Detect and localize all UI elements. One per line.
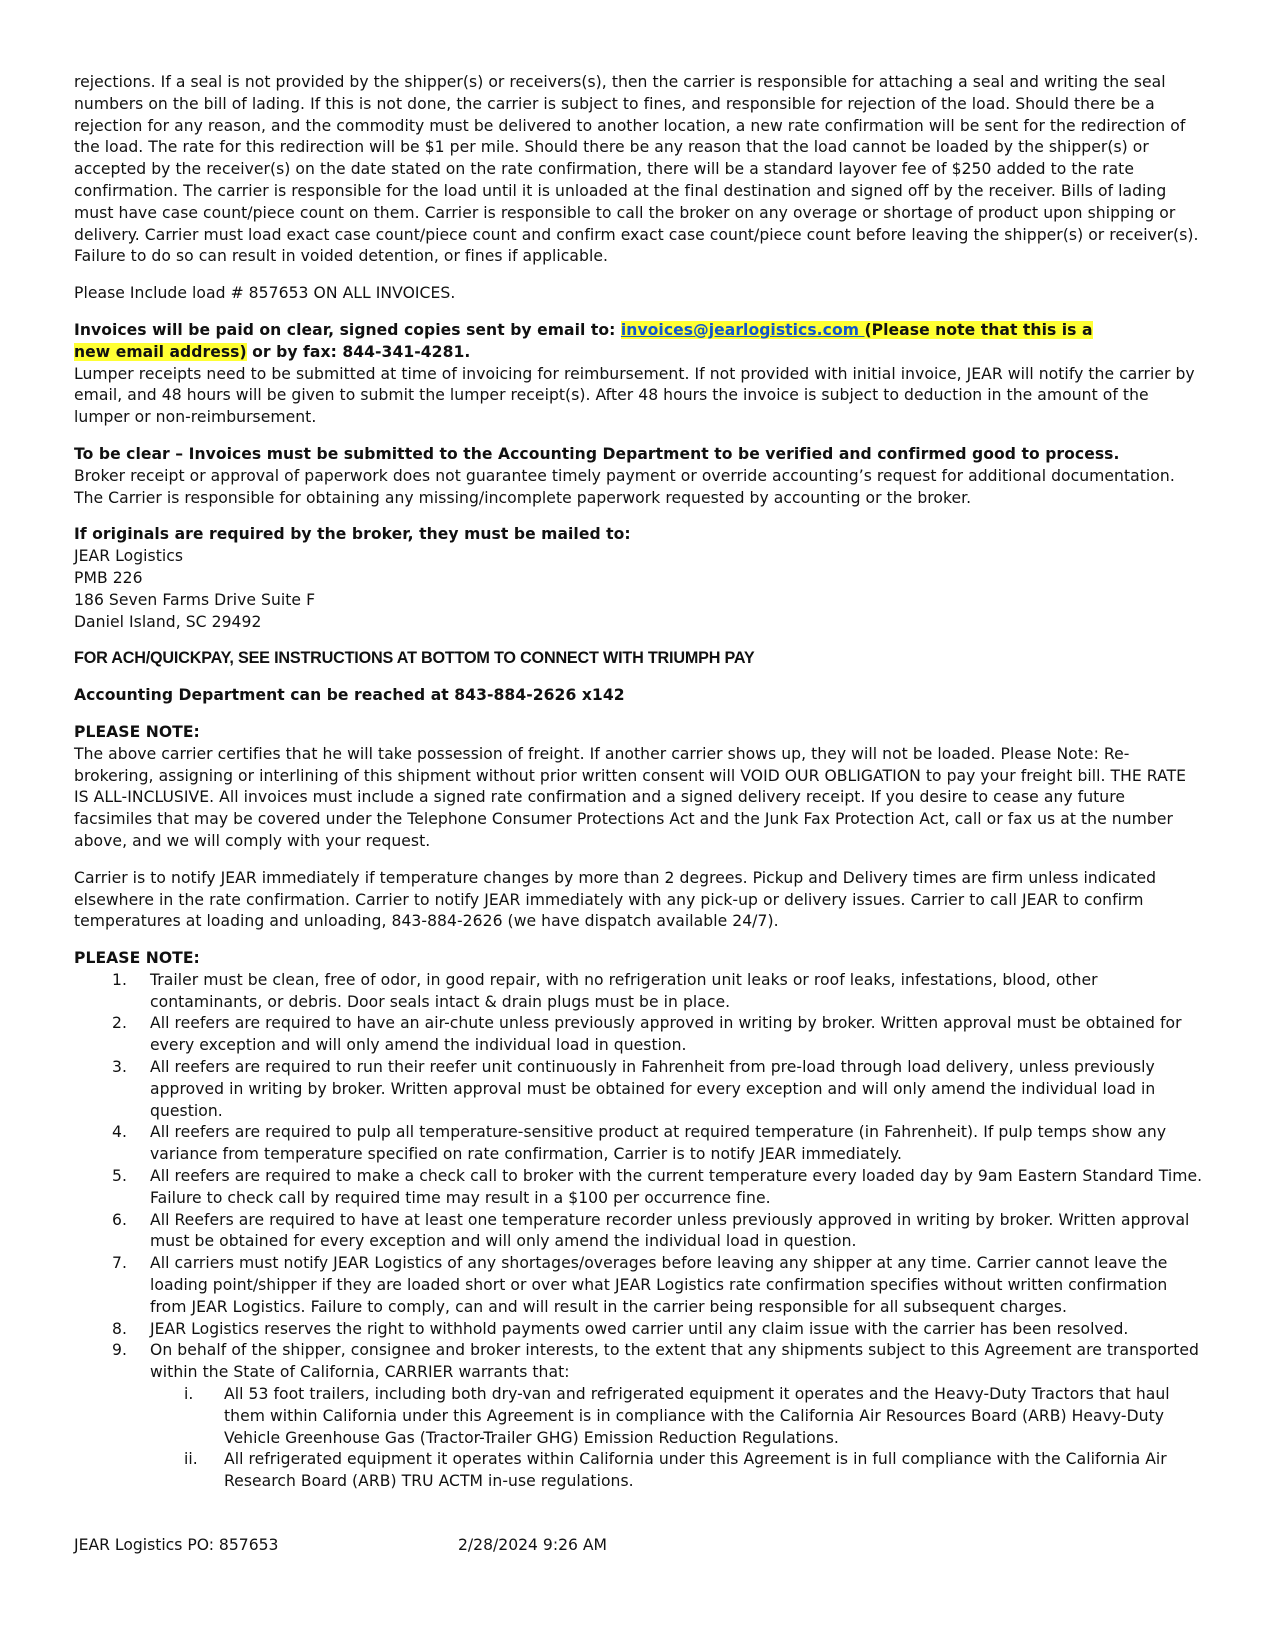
- load-number-note: Please Include load # 857653 ON ALL INVOICES.: [74, 284, 456, 303]
- please-note-heading: PLEASE NOTE:: [74, 722, 200, 741]
- please-note-body: The above carrier certifies that he will take possession of freight. If another carrier shows up, they will not be loaded. Please Note: Re-brokering, assigning or interlining of this shipment without prior written consent will VOID OUR OBLIGATION to pay your freight bill. THE RATE IS ALL-INCLUSIVE. All invoices must include a signed rate confirmation and a signed delivery receipt. If you desire to cease any future facsimiles that may be covered under the Telephone Consumer Protections Act and the Junk Fax Protection Act, call or fax us at the number above, and we will comply with your request.: [74, 744, 1187, 850]
- sublist-item: [74, 1449, 1204, 1493]
- sublist-item-text: All 53 foot trailers, including both dry-van and refrigerated equipment it operates and the Heavy-Duty Tractors that haul them within California under this Agreement is in compliance with the California Air Resources Board (ARB) Heavy-Duty Vehicle Greenhouse Gas (Tractor-Trailer GHG) Emission Reduction Regulations.: [224, 1385, 1170, 1447]
- list-item-text: All Reefers are required to have at least one temperature recorder unless previously approved in writing by broker. Written approval must be obtained for every exception and will only amend the individual load in question.: [150, 1210, 1190, 1251]
- footer-po-number: JEAR Logistics PO: 857653: [74, 1536, 279, 1554]
- list-number: 2.: [112, 1014, 127, 1033]
- list-item: [74, 1253, 1204, 1318]
- list-number: 5.: [112, 1167, 127, 1186]
- list-number: 4.: [112, 1123, 127, 1142]
- sublist-number: ii.: [184, 1450, 198, 1469]
- list-number: 9.: [112, 1341, 127, 1360]
- list-item-text: On behalf of the shipper, consignee and broker interests, to the extent that any shipments subject to this Agreement are transported within the State of California, CARRIER warrants that:: [150, 1341, 1199, 1382]
- list-number: 6.: [112, 1210, 127, 1229]
- please-note-heading: PLEASE NOTE:: [74, 949, 200, 968]
- ach-heading: FOR ACH/QUICKPAY, SEE INSTRUCTIONS AT BOTTOM TO CONNECT WITH TRIUMPH PAY: [74, 649, 755, 668]
- requirements-list: [74, 970, 1204, 1493]
- invoices-lead: Invoices will be paid on clear, signed copies sent by email to:: [74, 320, 621, 339]
- address-line: JEAR Logistics: [74, 547, 184, 566]
- list-item-text: Trailer must be clean, free of odor, in good repair, with no refrigeration unit leaks or roof leaks, infestations, blood, other contaminants, or debris. Door seals intact & drain plugs must be in place.: [150, 970, 1098, 1011]
- originals-heading: If originals are required by the broker, they must be mailed to:: [74, 525, 631, 544]
- accounting-contact: Accounting Department can be reached at 843-884-2626 x142: [74, 686, 625, 705]
- list-item: [74, 1319, 1204, 1341]
- temperature-paragraph: Carrier is to notify JEAR immediately if temperature changes by more than 2 degrees. Pickup and Delivery times are firm unless indicated elsewhere in the rate confirmation. Carrier to notify JEAR immediately with any pick-up or delivery issues. Carrier to call JEAR to confirm temperatures at loading and unloading, 843-884-2626 (we have dispatch available 24/7).: [74, 868, 1157, 931]
- list-number: 3.: [112, 1058, 127, 1077]
- list-item-text: All reefers are required to make a check call to broker with the current temperature every loaded day by 9am Eastern Standard Time. Failure to check call by required time may result in a $100 per occurrence fine.: [150, 1167, 1203, 1207]
- new-email-note-part2: new email address): [74, 342, 247, 361]
- address-line: 186 Seven Farms Drive Suite F: [74, 590, 316, 609]
- list-item: [74, 970, 1204, 1014]
- address-line: PMB 226: [74, 568, 143, 587]
- address-line: Daniel Island, SC 29492: [74, 612, 262, 631]
- clear-heading: To be clear – Invoices must be submitted to the Accounting Department to be verified and confirmed good to process.: [74, 444, 1120, 463]
- list-item-text: All carriers must notify JEAR Logistics of any shortages/overages before leaving any shipper at any time. Carrier cannot leave the loading point/shipper if they are loaded short or over what JEAR Logistics rate confirmation specifies without written confirmation from JEAR Logistics. Failure to comply, can and will result in the carrier being responsible for all subsequent charges.: [150, 1254, 1168, 1316]
- list-item-text: All reefers are required to have an air-chute unless previously approved in writing by broker. Written approval must be obtained for every exception and will only amend the individual load in question.: [150, 1014, 1182, 1055]
- list-item: [74, 1340, 1204, 1493]
- invoices-fax: or by fax: 844-341-4281.: [246, 342, 471, 361]
- invoices-highlight: [621, 321, 1093, 339]
- intro-paragraph: rejections. If a seal is not provided by the shipper(s) or receivers(s), then the carrier is responsible for attaching a seal and writing the seal numbers on the bill of lading. If this is not done, the carrier is subject to fines, and responsible for rejection of the load. Should there be a rejection for any reason, and the commodity must be delivered to another location, a new rate confirmation will be sent for the redirection of the load. The rate for this redirection will be $1 per mile. Should there be any reason that the load cannot be loaded by the shipper(s) or accepted by the receiver(s) on the date stated on the rate confirmation, there will be a standard layover fee of $250 added to the rate confirmation. The carrier is responsible for the load until it is unloaded at the final destination and signed off by the receiver. Bills of lading must have case count/piece count on them. Carrier is responsible to call the broker on any overage or shortage of product upon shipping or delivery. Carrier must load exact case count/piece count and confirm exact case count/piece count before leaving the shipper(s) or receiver(s). Failure to do so can result in voided detention, or fines if applicable.: [74, 73, 1199, 266]
- new-email-note-part1: (Please note that this is a: [864, 320, 1093, 339]
- list-item: [74, 1166, 1204, 1210]
- list-item: [74, 1057, 1204, 1122]
- invoices-email-link[interactable]: invoices@jearlogistics.com: [620, 320, 865, 339]
- list-item: [74, 1210, 1204, 1254]
- footer-timestamp: 2/28/2024 9:26 AM: [458, 1536, 608, 1554]
- document-page: [74, 72, 1204, 1493]
- list-number: 1.: [112, 970, 127, 989]
- clear-body: Broker receipt or approval of paperwork does not guarantee timely payment or override accounting’s request for additional documentation. The Carrier is responsible for obtaining any missing/incomplete paperwork requested by accounting or the broker.: [74, 466, 1175, 507]
- list-item: [74, 1013, 1204, 1057]
- list-item-text: All reefers are required to run their reefer unit continuously in Fahrenheit from pre-load through load delivery, unless previously approved in writing by broker. Written approval must be obtained for every exception and will only amend the individual load in question.: [150, 1058, 1156, 1120]
- list-number: 7.: [112, 1254, 127, 1273]
- list-item-text: JEAR Logistics reserves the right to withhold payments owed carrier until any claim issue with the carrier has been resolved.: [150, 1319, 1129, 1338]
- lumper-paragraph: Lumper receipts need to be submitted at time of invoicing for reimbursement. If not provided with initial invoice, JEAR will notify the carrier by email, and 48 hours will be given to submit the lumper receipt(s). After 48 hours the invoice is subject to deduction in the amount of the lumper or non-reimbursement.: [74, 364, 1195, 427]
- list-item: [74, 1122, 1204, 1166]
- sublist-item-text: All refrigerated equipment it operates within California under this Agreement is in full compliance with the California Air Research Board (ARB) TRU ACTM in-use regulations.: [224, 1450, 1167, 1491]
- sublist-item: [74, 1384, 1204, 1449]
- california-sublist: [150, 1384, 1204, 1493]
- list-item-text: All reefers are required to pulp all temperature-sensitive product at required temperature (in Fahrenheit). If pulp temps show any variance from temperature specified on rate confirmation, Carrier is to notify JEAR immediately.: [150, 1123, 1167, 1164]
- invoices-paragraph: [74, 320, 1204, 364]
- list-number: 8.: [112, 1319, 127, 1338]
- sublist-number: i.: [184, 1385, 194, 1404]
